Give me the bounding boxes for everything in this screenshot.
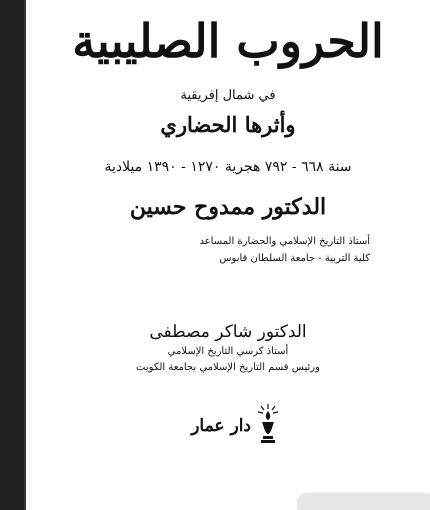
book-subtitle-line1: في شمال إفريقية: [180, 88, 276, 103]
publisher-logo: [176, 402, 281, 450]
publisher-name: دار عمار: [191, 416, 251, 436]
author1-affiliation-line1: أستاذ التاريخ الإسلامي والحضارة المساعد: [199, 236, 370, 247]
author1-affiliation-line2: كلية التربية - جامعة السلطان قابوس: [219, 253, 370, 264]
page-corner-shadow: [298, 494, 430, 510]
author2-affiliation-line1: أستاذ كرسي التاريخ الإسلامي: [167, 346, 289, 357]
book-title: الحروب الصليبية: [72, 14, 384, 68]
author1-name: الدكتور ممدوح حسين: [129, 194, 327, 220]
lamp-emblem-icon: [256, 402, 280, 444]
book-subtitle-line2: وأثرها الحضاري: [160, 112, 296, 137]
author2-name: الدكتور شاكر مصطفى: [149, 322, 307, 342]
author2-affiliation-line2: ورئيس قسم التاريخ الإسلامي بجامعة الكويت: [136, 362, 320, 373]
book-dates: سنة ٦٦٨ - ٧٩٢ هجرية ١٢٧٠ - ١٣٩٠ ميلادية: [104, 159, 352, 175]
left-dark-border: [0, 0, 26, 510]
book-cover-page: [26, 0, 430, 510]
